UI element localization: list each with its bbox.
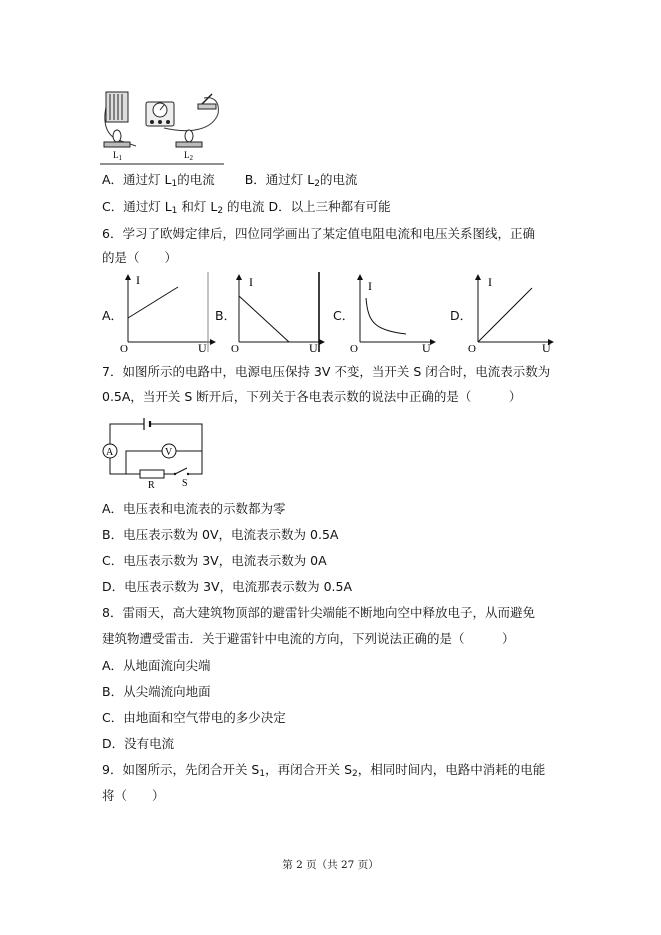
q6-b-y-label: I xyxy=(249,275,253,289)
q7-stem-line2: 0.5A，当开关 S 断开后，下列关于各电表示数的说法中正确的是（ ） xyxy=(102,389,522,404)
q7-switch-label: S xyxy=(182,478,188,488)
q5-option-ab xyxy=(102,172,357,192)
q5-option-a: A．通过灯 $L_1$的电流 xyxy=(102,172,215,189)
q6-d-origin: O xyxy=(468,343,476,354)
q8-option-b: B．从尖端流向地面 xyxy=(102,684,211,699)
q9-stem-line1: 9．如图所示，先闭合开关 $S_1$，再闭合开关 $S_2$，相同时间内，电路中消耗的电能 xyxy=(102,762,546,779)
q6-graph-b xyxy=(229,272,329,354)
q6-graph-b-label: B． xyxy=(215,308,237,323)
q6-d-y-label: I xyxy=(488,275,492,289)
q5-option-b: B．通过灯 $L_2$的电流 xyxy=(244,172,358,189)
q6-a-x-label: U xyxy=(198,341,207,354)
q7-ammeter-label: A xyxy=(106,447,114,458)
page-footer: 第 2 页（共 27 页） xyxy=(282,859,379,871)
q6-graph-c-label: C． xyxy=(333,308,355,323)
q7-option-a: A．电压表和电流表的示数都为零 xyxy=(102,501,286,516)
q6-a-origin: O xyxy=(120,343,128,354)
q7-option-d: D．电压表示数为 3V，电流那表示数为 0.5A xyxy=(102,579,353,594)
q6-graph-d-label: D． xyxy=(450,308,473,323)
q6-a-y-label: I xyxy=(136,273,140,287)
q6-graph-d xyxy=(468,272,558,354)
q6-divider-2 xyxy=(317,272,321,354)
q6-b-x-label: U xyxy=(309,341,318,354)
q5-option-d: D．以上三种都有可能 xyxy=(268,199,391,214)
q7-resistor-label: R xyxy=(148,480,155,488)
q6-c-y-label: I xyxy=(368,279,372,293)
q6-graph-a-label: A． xyxy=(102,308,124,323)
q6-d-x-label: U xyxy=(542,341,551,354)
q6-c-origin: O xyxy=(350,343,358,354)
q7-stem-line1: 7．如图所示的电路中，电源电压保持 3V 不变，当开关 S 闭合时，电流表示数为 xyxy=(102,364,551,379)
q8-option-c: C．由地面和空气带电的多少决定 xyxy=(102,710,286,725)
q6-graph-c xyxy=(350,272,440,354)
lamp-label-l1: $L_1$ xyxy=(113,150,122,162)
q5-circuit-figure xyxy=(100,88,225,166)
q7-circuit-figure xyxy=(100,416,210,488)
q8-stem-line1: 8．雷雨天，高大建筑物顶部的避雷针尖端能不断地向空中释放电子，从而避免 xyxy=(102,605,535,620)
q8-option-d: D．没有电流 xyxy=(102,736,175,751)
q7-option-c: C．电压表示数为 3V，电流表示数为 0A xyxy=(102,553,327,568)
q8-stem-line2: 建筑物遭受雷击．关于避雷针中电流的方向，下列说法正确的是（ ） xyxy=(102,631,515,646)
q9-stem-line2: 将（ ） xyxy=(102,788,165,803)
q8-option-a: A．从地面流向尖端 xyxy=(102,658,211,673)
q6-divider-1 xyxy=(206,272,210,354)
q7-option-b: B．电压表示数为 0V，电流表示数为 0.5A xyxy=(102,527,339,542)
q6-b-origin: O xyxy=(231,343,239,354)
q5-option-c: C．通过灯 $L_1$ 和灯 $L_2$ 的电流 xyxy=(102,199,265,216)
q6-stem-line1: 6．学习了欧姆定律后，四位同学画出了某定值电阻电流和电压关系图线，正确 xyxy=(102,226,535,241)
q5-option-cd xyxy=(102,199,391,219)
q6-stem-line2: 的是（ ） xyxy=(102,250,178,265)
lamp-label-l2: $L_2$ xyxy=(184,150,193,162)
q6-c-x-label: U xyxy=(422,341,431,354)
q7-voltmeter-label: V xyxy=(165,447,173,458)
q6-graph-a xyxy=(118,272,218,354)
